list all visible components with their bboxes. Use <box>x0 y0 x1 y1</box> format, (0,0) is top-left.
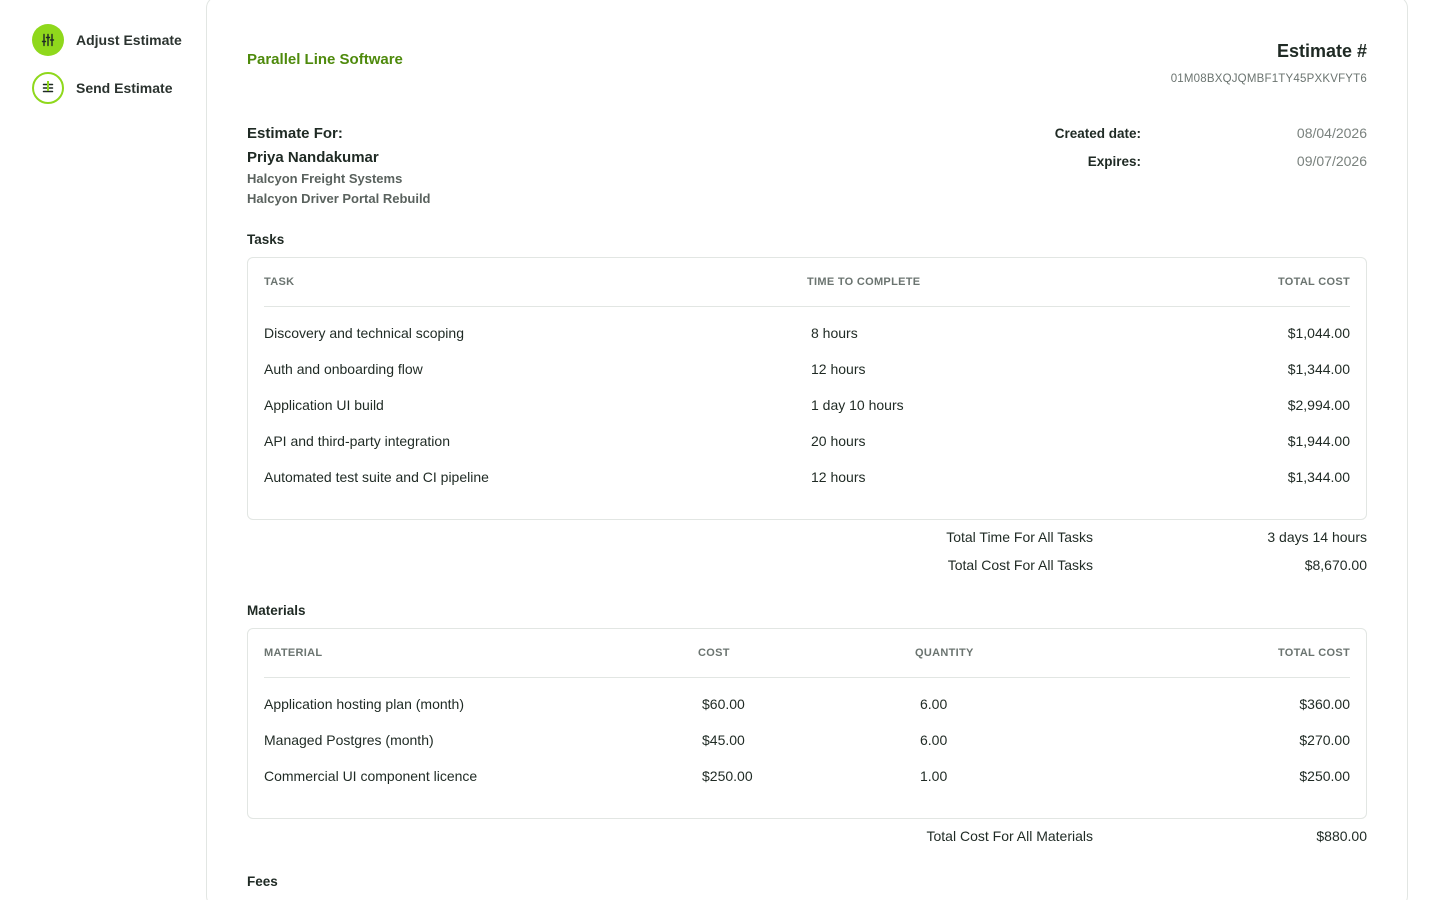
materials-total-value: $880.00 <box>1316 828 1367 844</box>
materials-total-row <box>926 823 1367 851</box>
material-quantity: 6.00 <box>920 732 948 748</box>
total-time-row <box>937 524 1367 552</box>
estimate-title: Estimate # <box>1276 41 1367 61</box>
expires-row <box>1037 147 1367 175</box>
materials-total-label: Total Cost For All Materials <box>926 828 1093 844</box>
step-label: Adjust Estimate <box>76 32 182 48</box>
created-date-value: 08/04/2026 <box>1296 125 1367 141</box>
material-total: $250.00 <box>1299 768 1350 784</box>
total-cost-label: Total Cost For All Tasks <box>947 557 1093 573</box>
material-name: Managed Postgres (month) <box>264 732 434 748</box>
expires-value: 09/07/2026 <box>1296 153 1367 169</box>
table-row <box>264 460 1350 496</box>
total-cost-row <box>937 552 1367 580</box>
tasks-table <box>247 257 1367 520</box>
step-send-estimate[interactable] <box>32 72 202 104</box>
task-cost: $1,044.00 <box>1287 325 1350 341</box>
estimate-card <box>206 0 1408 900</box>
task-time: 1 day 10 hours <box>811 397 904 413</box>
column-header-cost: COST <box>698 647 730 659</box>
material-cost: $45.00 <box>702 732 745 748</box>
materials-totals <box>926 823 1367 851</box>
task-cost: $1,944.00 <box>1287 433 1350 449</box>
task-name: Discovery and technical scoping <box>264 325 464 341</box>
task-cost: $2,994.00 <box>1287 397 1350 413</box>
table-row <box>264 687 1350 723</box>
estimate-for-label: Estimate For: <box>247 125 343 142</box>
company-name: Parallel Line Software <box>247 51 403 68</box>
column-header-time: TIME TO COMPLETE <box>807 276 921 288</box>
materials-table <box>247 628 1367 819</box>
tasks-totals <box>937 524 1367 580</box>
task-name: Automated test suite and CI pipeline <box>264 469 489 485</box>
created-date-label: Created date: <box>1054 125 1141 141</box>
task-name: Application UI build <box>264 397 384 413</box>
table-row <box>264 723 1350 759</box>
total-time-value: 3 days 14 hours <box>1267 529 1367 545</box>
column-header-total-cost: TOTAL COST <box>1277 647 1350 659</box>
sliders-icon <box>32 24 64 56</box>
fees-section-title: Fees <box>247 874 278 889</box>
materials-section-title: Materials <box>247 603 306 618</box>
task-time: 20 hours <box>811 433 866 449</box>
task-cost: $1,344.00 <box>1287 469 1350 485</box>
material-quantity: 6.00 <box>920 696 948 712</box>
task-time: 12 hours <box>811 469 866 485</box>
total-cost-value: $8,670.00 <box>1304 557 1367 573</box>
table-row <box>264 316 1350 352</box>
materials-table-header <box>264 629 1350 678</box>
created-date-row <box>1037 119 1367 147</box>
step-label: Send Estimate <box>76 80 173 96</box>
estimate-stepper <box>32 24 202 104</box>
expires-label: Expires: <box>1087 153 1141 169</box>
table-row <box>264 759 1350 795</box>
column-header-quantity: QUANTITY <box>915 647 974 659</box>
total-time-label: Total Time For All Tasks <box>946 529 1093 545</box>
material-name: Application hosting plan (month) <box>264 696 465 712</box>
task-time: 8 hours <box>811 325 858 341</box>
tasks-table-header <box>264 258 1350 307</box>
material-total: $360.00 <box>1299 696 1350 712</box>
task-name: API and third-party integration <box>264 433 450 449</box>
task-cost: $1,344.00 <box>1287 361 1350 377</box>
client-name: Priya Nandakumar <box>247 149 379 166</box>
column-header-material: MATERIAL <box>264 647 323 659</box>
step-connector <box>47 81 49 91</box>
table-row <box>264 352 1350 388</box>
material-quantity: 1.00 <box>920 768 948 784</box>
task-name: Auth and onboarding flow <box>264 361 423 377</box>
client-company: Halcyon Freight Systems <box>247 171 403 186</box>
material-cost: $250.00 <box>702 768 753 784</box>
material-cost: $60.00 <box>702 696 745 712</box>
material-name: Commercial UI component licence <box>264 768 478 784</box>
tasks-section-title: Tasks <box>247 232 285 247</box>
estimate-dates <box>1037 119 1367 175</box>
step-adjust-estimate[interactable] <box>32 24 202 56</box>
project-name: Halcyon Driver Portal Rebuild <box>247 191 431 206</box>
column-header-total-cost: TOTAL COST <box>1277 276 1350 288</box>
column-header-task: TASK <box>264 276 295 288</box>
estimate-id: 01M08BXQJQMBF1TY45PXKVFYT6 <box>1170 73 1367 85</box>
task-time: 12 hours <box>811 361 866 377</box>
table-row <box>264 388 1350 424</box>
material-total: $270.00 <box>1299 732 1350 748</box>
table-row <box>264 424 1350 460</box>
